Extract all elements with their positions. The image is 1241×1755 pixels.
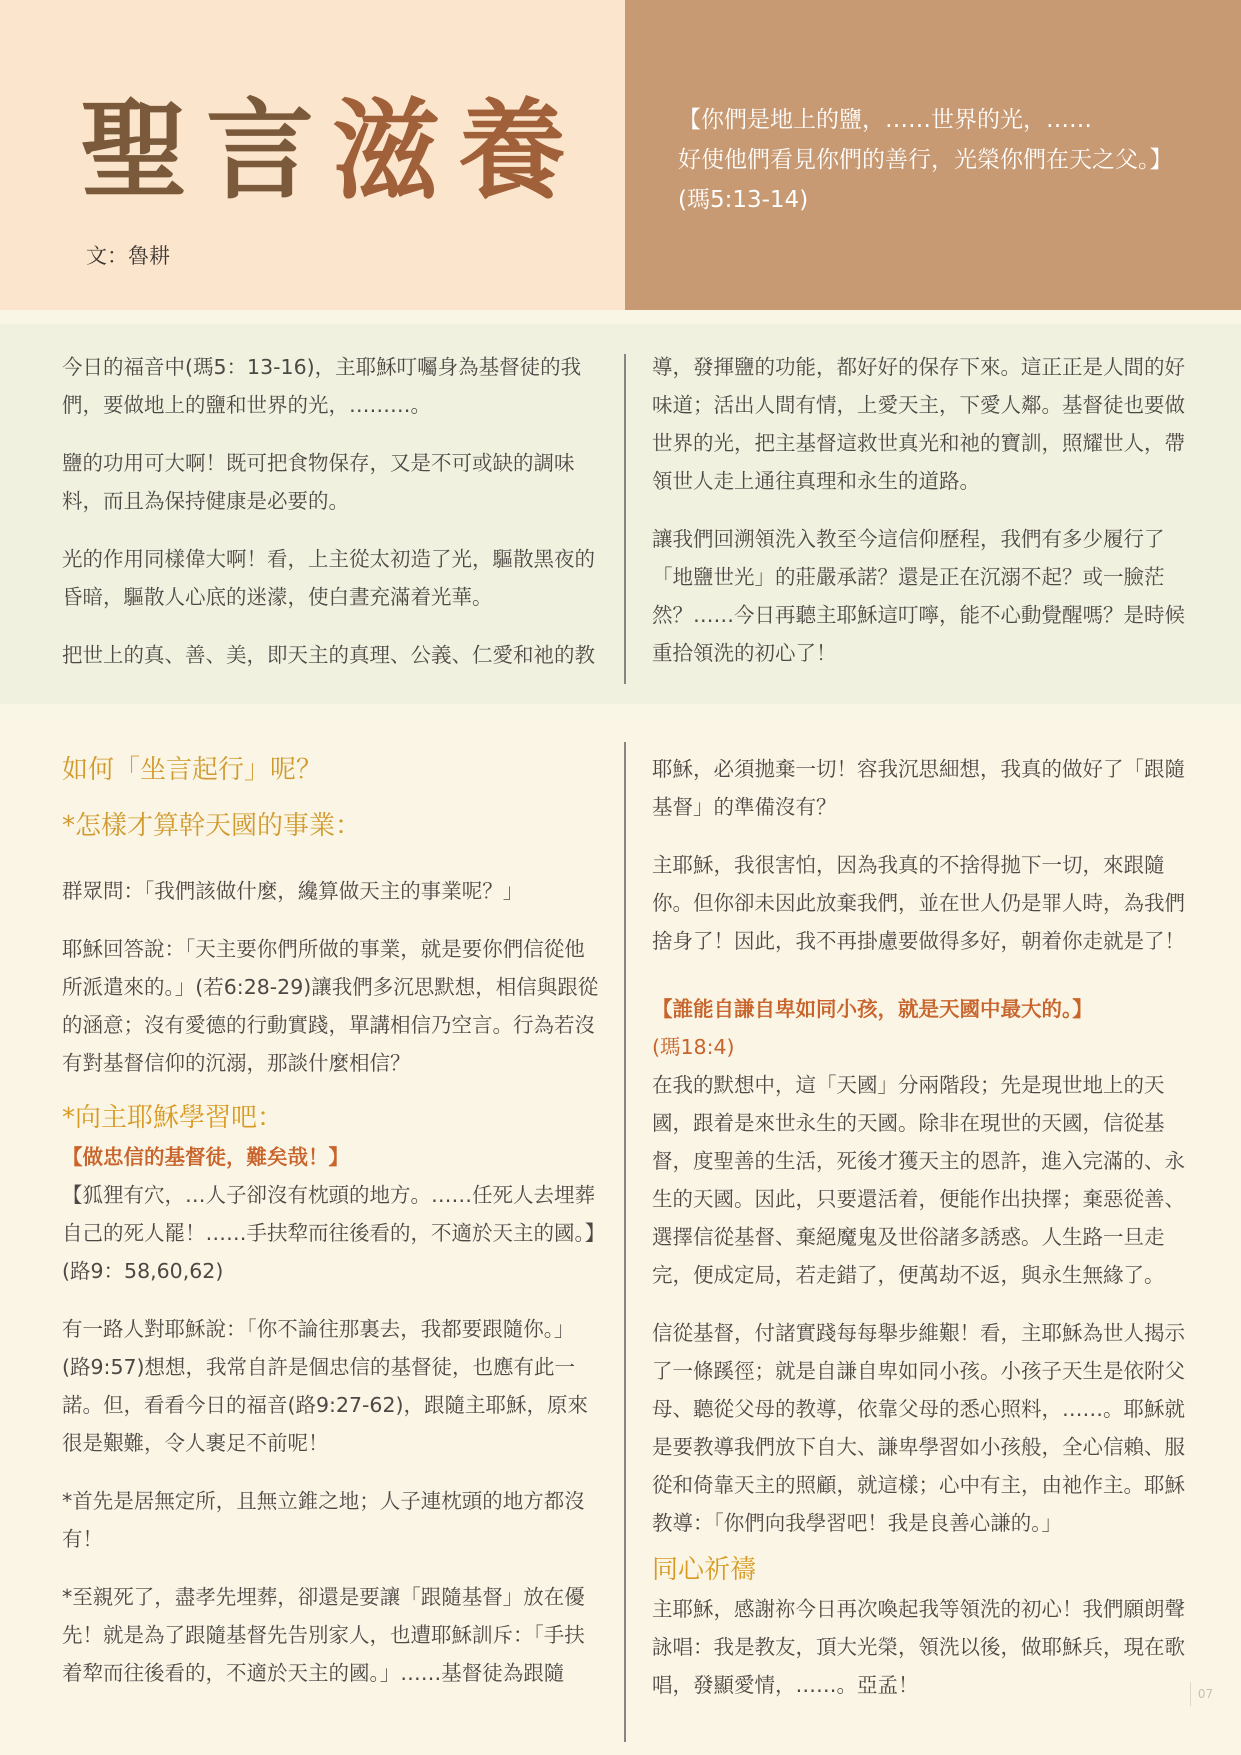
upper-left-column <box>62 348 602 674</box>
paragraph: 在我的默想中，這「天國」分兩階段；先是現世地上的天國，跟着是來世永生的天國。除非在現世的天國，信從基督，度聖善的生活，死後才獲天主的恩許，進入完滿的、永生的天國。因此，只要還活着，便能作出抉擇；棄惡從善、選擇信從基督、棄絕魔鬼及世俗諸多誘惑。人生路一旦走完，便成定局，若走錯了，便萬劫不返，與永生無緣了。 <box>652 1073 1185 1287</box>
paragraph: 【狐狸有穴，…人子卻沒有枕頭的地方。……任死人去埋葬自己的死人罷！……手扶犂而往後看的，不適於天主的國。】(路9：58,60,62) <box>62 1183 595 1283</box>
paragraph: 耶穌，必須拋棄一切！容我沉思細想，我真的做好了「跟隨基督」的準備沒有？ <box>652 757 1185 819</box>
paragraph: 讓我們回溯領洗入教至今這信仰歷程，我們有多少履行了「地鹽世光」的莊嚴承諾？還是正在沉溺不起？或一臉茫然？……今日再聽主耶穌這叮嚀，能不心動覺醒嗎？是時候重拾領洗的初心了！ <box>652 527 1185 665</box>
lower-column-divider <box>624 742 626 1742</box>
byline: 文：魯耕 <box>86 244 170 268</box>
quote-line2: 好使他們看見你們的善行，光榮你們在天之父。】 <box>678 147 1173 173</box>
section-subheading: *向主耶穌學習吧： <box>62 1103 284 1133</box>
paragraph: 導，發揮鹽的功能，都好好的保存下來。這正正是人間的好味道；活出人間有情，上愛天主，下愛人鄰。基督徒也要做世界的光，把主基督這救世真光和祂的寶訓，照耀世人，帶領世人走上通往真理和永生的道路。 <box>652 355 1185 493</box>
title-part2: 滋養 <box>332 88 585 214</box>
paragraph: *首先是居無定所，且無立錐之地；人子連枕頭的地方都沒有！ <box>62 1489 585 1551</box>
paragraph: 有一路人對耶穌說：「你不論往那裏去，我都要跟隨你。」(路9:57)想想，我常自許是個忠信的基督徒，也應有此一諾。但，看看今日的福音(路9:27-62)，跟隨主耶穌，原來很是艱難，令人裹足不前呢！ <box>62 1317 589 1455</box>
page-title <box>80 88 585 214</box>
paragraph: 鹽的功用可大啊！既可把食物保存，又是不可或缺的調味料，而且為保持健康是必要的。 <box>62 451 575 513</box>
page-number: 07 <box>1190 1682 1220 1706</box>
highlight-heading-ref: (瑪18:4) <box>652 1035 735 1059</box>
paragraph: 信從基督，付諸實踐每每舉步維艱！看，主耶穌為世人揭示了一條蹊徑；就是自謙自卑如同小孩。小孩子天生是依附父母、聽從父母的教導，依靠父母的悉心照料，……。耶穌就是要教導我們放下自大、謙卑學習如小孩般，全心信賴、服從和倚靠天主的照顧，就這樣；心中有主，由祂作主。耶穌教導：「你們向我學習吧！我是良善心謙的。」 <box>652 1321 1185 1535</box>
highlight-heading: 【做忠信的基督徒，難矣哉！】 <box>62 1145 349 1169</box>
paragraph: *至親死了，盡孝先埋葬，卻還是要讓「跟隨基督」放在優先！就是為了跟隨基督先告別家人，也遭耶穌訓斥：「手扶着犂而往後看的，不適於天主的國。」……基督徒為跟隨 <box>62 1585 585 1685</box>
header-quote <box>678 100 1218 220</box>
quote-line3: (瑪5:13-14) <box>678 187 809 213</box>
lower-right-column <box>652 750 1192 1704</box>
paragraph: 今日的福音中(瑪5：13-16)，主耶穌叮囑身為基督徒的我們，要做地上的鹽和世界的光，………。 <box>62 355 582 417</box>
paragraph: 群眾問：「我們該做什麼，纔算做天主的事業呢？」 <box>62 879 524 903</box>
upper-right-column <box>652 348 1192 672</box>
highlight-heading: 【誰能自謙自卑如同小孩，就是天國中最大的。】 <box>652 997 1093 1021</box>
section-heading: 如何「坐言起行」呢？ <box>62 755 323 785</box>
section-heading: 同心祈禱 <box>652 1555 757 1585</box>
lower-left-column <box>62 750 602 1692</box>
title-part1: 聖言 <box>80 88 333 214</box>
paragraph: 主耶穌，我很害怕，因為我真的不捨得拋下一切，來跟隨你。但你卻未因此放棄我們，並在世人仍是罪人時，為我們捨身了！因此，我不再掛慮要做得多好，朝着你走就是了！ <box>652 853 1185 953</box>
paragraph: 光的作用同樣偉大啊！看，上主從太初造了光，驅散黑夜的昏暗，驅散人心底的迷濛，使白晝充滿着光華。 <box>62 547 595 609</box>
paragraph: 耶穌回答說：「天主要你們所做的事業，就是要你們信從他所派遣來的。」(若6:28-29)讓我們多沉思默想，相信與跟從的涵意；沒有愛德的行動實踐，單講相信乃空言。行為若沒有對基督信仰的沉溺，那談什麼相信？ <box>62 937 599 1075</box>
quote-line1: 【你們是地上的鹽，……世界的光，…… <box>678 107 1092 133</box>
section-subheading: *怎樣才算幹天國的事業： <box>62 811 362 841</box>
paragraph: 主耶穌，感謝祢今日再次喚起我等領洗的初心！我們願朗聲詠唱：我是教友，頂大光榮，領洗以後，做耶穌兵，現在歌唱，發顯愛情，……。亞孟！ <box>652 1597 1185 1697</box>
paragraph: 把世上的真、善、美，即天主的真理、公義、仁愛和祂的教 <box>62 643 595 667</box>
upper-column-divider <box>624 354 626 684</box>
